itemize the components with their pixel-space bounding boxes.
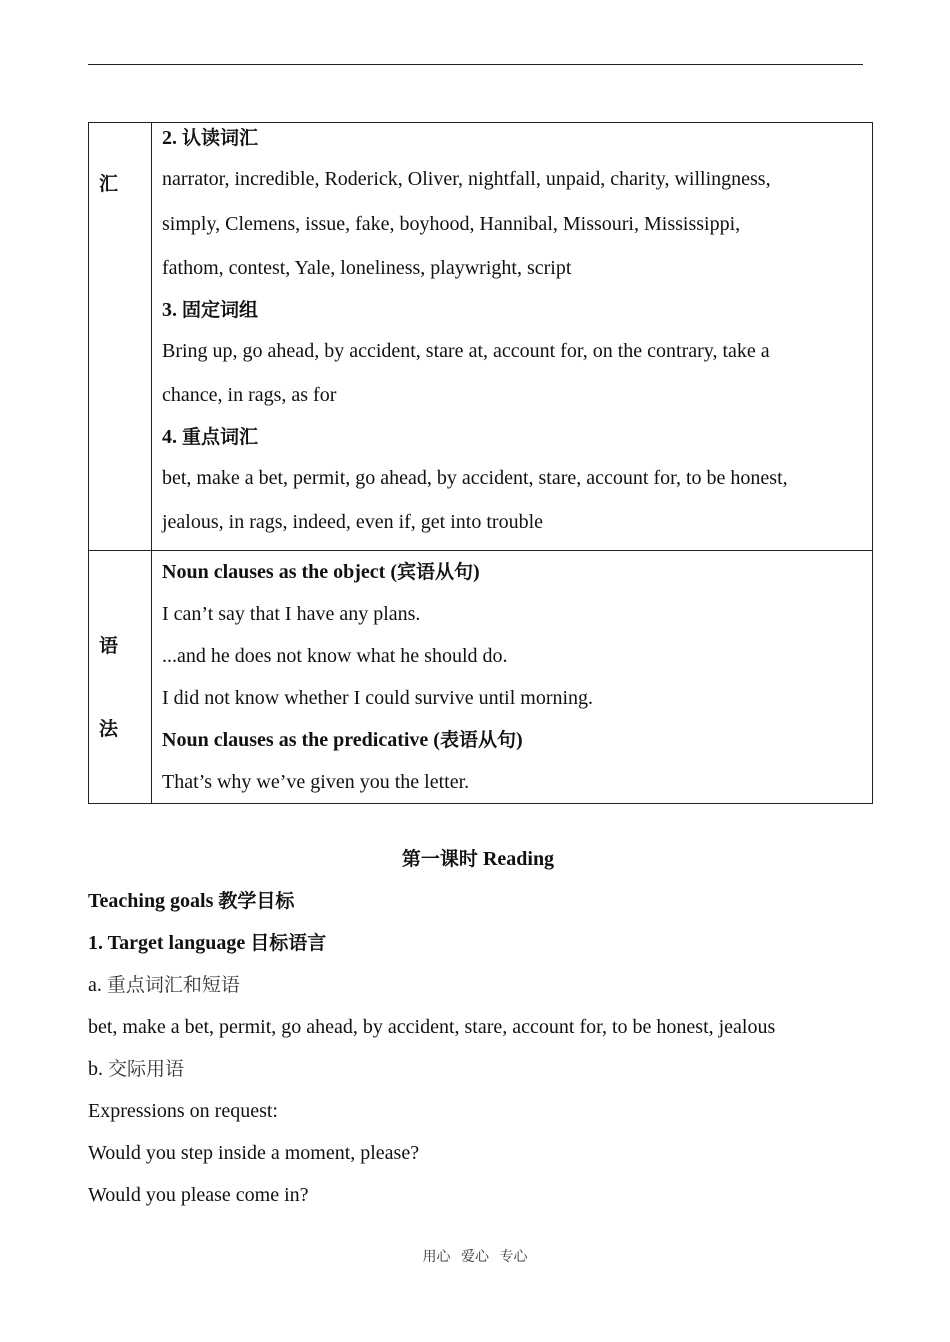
predicative-clause-heading bbox=[162, 719, 866, 761]
object-clause-heading-cn: 宾语从句 bbox=[397, 561, 474, 583]
lesson-section bbox=[88, 838, 868, 1216]
object-clause-example: ...and he does not know what he should do. bbox=[162, 645, 508, 667]
object-clause-example: I can’t say that I have any plans. bbox=[162, 603, 421, 625]
vocabulary-row bbox=[89, 123, 873, 551]
object-clause-heading-close: ) bbox=[473, 561, 480, 583]
grammar-row bbox=[89, 551, 873, 804]
key-vocab-number: 4. bbox=[162, 425, 177, 448]
predicative-clause-heading-cn: 表语从句 bbox=[439, 729, 516, 751]
phrases-line: Bring up, go ahead, by accident, stare at, account for, on the contrary, take a bbox=[162, 339, 770, 362]
header-rule bbox=[88, 64, 863, 65]
vocabulary-label: 汇 bbox=[99, 173, 119, 195]
reading-vocab-line: fathom, contest, Yale, loneliness, playwright, script bbox=[162, 257, 572, 279]
object-clause-heading-en: Noun clauses as the object ( bbox=[162, 561, 397, 583]
grammar-label-cell bbox=[89, 551, 152, 804]
grammar-content-cell bbox=[152, 551, 873, 804]
expressions-prefix: b. bbox=[88, 1058, 103, 1080]
key-vocab-title: 重点词汇 bbox=[182, 425, 259, 448]
predicative-clause-heading-en: Noun clauses as the predicative ( bbox=[162, 729, 440, 751]
lesson-title bbox=[88, 838, 868, 880]
key-vocab-heading bbox=[162, 418, 866, 456]
vocabulary-content-cell bbox=[152, 123, 873, 551]
key-words-subheading bbox=[88, 964, 868, 1006]
key-vocab-line: bet, make a bet, permit, go ahead, by accident, stare, account for, to be honest, bbox=[162, 466, 788, 489]
target-language-cn: 目标语言 bbox=[250, 932, 327, 954]
predicative-clause-example: That’s why we’ve given you the letter. bbox=[162, 771, 470, 793]
teaching-goals-en: Teaching goals bbox=[88, 890, 214, 912]
expressions-subheading bbox=[88, 1048, 868, 1090]
key-words-prefix: a. bbox=[88, 974, 102, 996]
key-words-line: bet, make a bet, permit, go ahead, by accident, stare, account for, to be honest, jealous bbox=[88, 1016, 776, 1038]
target-language-en: 1. Target language bbox=[88, 932, 246, 954]
reading-vocab-title: 认读词汇 bbox=[182, 127, 259, 149]
reading-vocab-line: narrator, incredible, Roderick, Oliver, nightfall, unpaid, charity, willingness, bbox=[162, 168, 771, 190]
vocabulary-grammar-table bbox=[88, 122, 873, 804]
grammar-label-1: 语 bbox=[99, 635, 119, 657]
phrases-line: chance, in rags, as for bbox=[162, 384, 337, 406]
phrases-title: 固定词组 bbox=[182, 298, 259, 321]
reading-vocab-line: simply, Clemens, issue, fake, boyhood, Hannibal, Missouri, Mississippi, bbox=[162, 212, 741, 235]
key-words-cn: 重点词汇和短语 bbox=[106, 974, 240, 996]
grammar-label-2: 法 bbox=[99, 718, 119, 740]
target-language-heading bbox=[88, 922, 868, 964]
lesson-title-cn: 第一课时 bbox=[401, 848, 478, 870]
object-clause-heading bbox=[162, 551, 866, 593]
phrases-number: 3. bbox=[162, 298, 177, 321]
expression-line: Would you step inside a moment, please? bbox=[88, 1142, 420, 1164]
phrases-heading bbox=[162, 291, 866, 329]
reading-vocab-heading bbox=[162, 123, 866, 157]
expression-line: Would you please come in? bbox=[88, 1184, 309, 1206]
expression-line: Expressions on request: bbox=[88, 1100, 278, 1122]
lesson-title-en: Reading bbox=[482, 848, 555, 870]
vocabulary-label-cell bbox=[89, 123, 152, 551]
expressions-cn: 交际用语 bbox=[108, 1058, 185, 1080]
teaching-goals-heading bbox=[88, 880, 868, 922]
teaching-goals-cn: 教学目标 bbox=[218, 890, 295, 912]
object-clause-example: I did not know whether I could survive until morning. bbox=[162, 687, 594, 709]
key-vocab-line: jealous, in rags, indeed, even if, get into trouble bbox=[162, 511, 544, 533]
reading-vocab-number: 2. bbox=[162, 127, 177, 149]
page-footer: 用心 爱心 专心 bbox=[422, 1249, 528, 1265]
predicative-clause-heading-close: ) bbox=[515, 729, 523, 751]
